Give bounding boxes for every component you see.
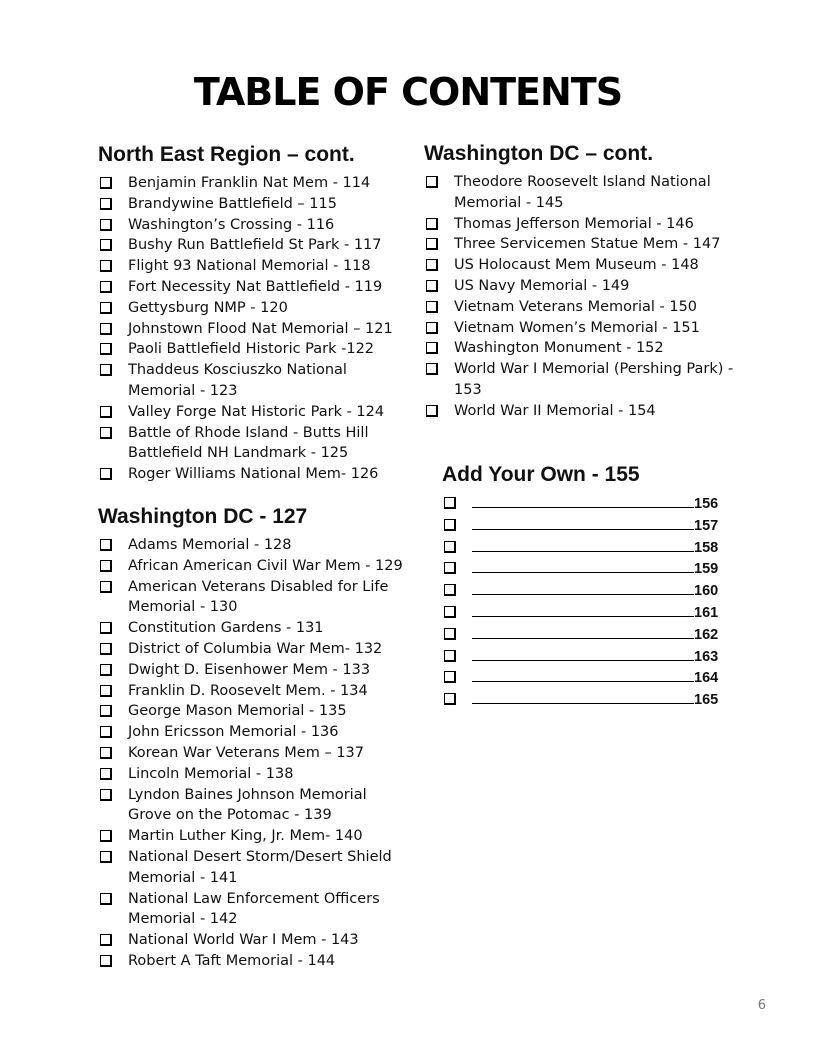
page-ref: 163 [694, 648, 719, 665]
checkbox-icon[interactable] [426, 238, 438, 250]
item-label: Bushy Run Battlefield St Park - 117 [128, 237, 382, 254]
blank-entry [442, 667, 742, 689]
item-label: Brandywine Battlefield – 115 [128, 195, 337, 212]
checkbox-icon[interactable] [426, 363, 438, 375]
checklist [424, 172, 744, 422]
page-ref: 156 [694, 496, 719, 512]
checklist-item [424, 359, 744, 401]
item-label: Theodore Roosevelt Island National Memorial - 145 [454, 174, 711, 211]
item-label: Adams Memorial - 128 [128, 537, 292, 553]
checkbox-icon[interactable] [444, 693, 456, 705]
write-in-line[interactable] [472, 515, 694, 530]
checklist-item [98, 577, 408, 619]
item-label: Martin Luther King, Jr. Mem- 140 [128, 828, 363, 845]
blank-entry [442, 537, 742, 559]
checkbox-icon[interactable] [444, 606, 456, 618]
section-heading: Washington DC - 127 [98, 505, 308, 528]
write-in-line[interactable] [472, 558, 694, 573]
section-add-your-own [442, 463, 742, 711]
checkbox-icon[interactable] [100, 643, 112, 655]
checklist-item [98, 951, 408, 972]
item-label: Lyndon Baines Johnson Memorial Grove on the Potomac - 139 [128, 786, 367, 824]
checklist-item [424, 172, 744, 214]
item-label: Dwight D. Eisenhower Mem - 133 [128, 661, 371, 678]
checkbox-icon[interactable] [426, 342, 438, 354]
checklist-item [98, 360, 408, 402]
item-label: Korean War Veterans Mem – 137 [128, 744, 364, 761]
checklist-item [98, 256, 408, 277]
checkbox-icon[interactable] [444, 497, 456, 509]
checkbox-icon[interactable] [100, 364, 112, 376]
write-in-line[interactable] [472, 580, 694, 595]
item-label: US Navy Memorial - 149 [454, 277, 630, 294]
section-washington-dc [98, 505, 408, 972]
checklist-item [98, 618, 408, 639]
item-label: Lincoln Memorial - 138 [128, 765, 294, 782]
section-heading: Add Your Own - 155 [442, 463, 640, 486]
checkbox-icon[interactable] [100, 343, 112, 355]
checklist-item [98, 173, 408, 194]
checklist-item [98, 535, 408, 556]
checkbox-icon[interactable] [444, 584, 456, 596]
page-ref: 164 [694, 670, 719, 687]
page-title: TABLE OF CONTENTS [193, 70, 623, 114]
checklist-item [98, 298, 408, 319]
checkbox-icon[interactable] [100, 830, 112, 842]
blank-entry [442, 624, 742, 646]
item-label: Vietnam Women’s Memorial - 151 [454, 319, 700, 336]
checklist-item [98, 639, 408, 660]
checkbox-icon[interactable] [444, 562, 456, 574]
checkbox-icon[interactable] [100, 955, 112, 967]
checklist-item [424, 338, 744, 359]
checklist-item [424, 318, 744, 339]
section-washington-dc-cont [424, 142, 744, 422]
item-label: Fort Necessity Nat Battlefield - 119 [128, 278, 383, 295]
checkbox-icon[interactable] [426, 405, 438, 417]
checklist-item [98, 319, 408, 340]
write-in-line[interactable] [472, 493, 694, 508]
checkbox-icon[interactable] [100, 323, 112, 335]
item-label: Washington’s Crossing - 116 [128, 216, 335, 233]
checklist-item [98, 215, 408, 236]
checklist-item [98, 277, 408, 298]
item-label: US Holocaust Mem Museum - 148 [454, 257, 699, 274]
checkbox-icon[interactable] [426, 176, 438, 188]
write-in-line[interactable] [472, 537, 694, 552]
checkbox-icon[interactable] [100, 581, 112, 593]
checklist-item [98, 847, 408, 889]
checklist-item [98, 701, 408, 722]
checkbox-icon[interactable] [100, 685, 112, 697]
item-label: Thaddeus Kosciuszko National Memorial - 123 [128, 362, 347, 399]
blank-entry [442, 602, 742, 624]
item-label: Benjamin Franklin Nat Mem - 114 [128, 175, 371, 191]
checkbox-icon[interactable] [444, 628, 456, 640]
write-in-line[interactable] [472, 624, 694, 639]
checkbox-icon[interactable] [100, 560, 112, 572]
checkbox-icon[interactable] [426, 322, 438, 334]
checklist [98, 535, 408, 972]
checkbox-icon[interactable] [100, 768, 112, 780]
item-label: Constitution Gardens - 131 [128, 620, 324, 637]
checklist-item [424, 255, 744, 276]
checkbox-icon[interactable] [444, 519, 456, 531]
checkbox-icon[interactable] [444, 671, 456, 683]
item-label: Thomas Jefferson Memorial - 146 [454, 215, 694, 232]
blank-checklist [442, 493, 742, 711]
checklist-item [424, 401, 744, 422]
section-north-east [98, 143, 408, 485]
checkbox-icon[interactable] [100, 468, 112, 480]
item-label: Gettysburg NMP - 120 [128, 299, 288, 316]
checklist-item [98, 681, 408, 702]
item-label: National Desert Storm/Desert Shield Memorial - 141 [128, 848, 392, 886]
section-heading: Washington DC – cont. [424, 142, 654, 165]
checkbox-icon[interactable] [100, 302, 112, 314]
checklist-item [98, 743, 408, 764]
item-label: Johnstown Flood Nat Memorial – 121 [128, 320, 393, 337]
item-label: Valley Forge Nat Historic Park - 124 [128, 403, 385, 420]
item-label: Vietnam Veterans Memorial - 150 [454, 298, 698, 315]
blank-entry [442, 558, 742, 580]
checklist-item [98, 764, 408, 785]
checkbox-icon[interactable] [100, 851, 112, 863]
checklist-item [98, 722, 408, 743]
item-label: Franklin D. Roosevelt Mem. - 134 [128, 682, 368, 699]
checkbox-icon[interactable] [100, 664, 112, 676]
blank-entry [442, 580, 742, 602]
checklist-item [98, 556, 408, 577]
checklist-item [98, 235, 408, 256]
page-ref: 161 [694, 604, 719, 621]
checkbox-icon[interactable] [100, 239, 112, 251]
checklist-item [98, 660, 408, 681]
item-label: Paoli Battlefield Historic Park -122 [128, 341, 375, 358]
checklist [98, 173, 408, 485]
item-label: Washington Monument - 152 [454, 340, 664, 357]
item-label: George Mason Memorial - 135 [128, 703, 347, 720]
write-in-line[interactable] [472, 602, 694, 617]
checkbox-icon[interactable] [100, 198, 112, 210]
checkbox-icon[interactable] [426, 301, 438, 313]
checkbox-icon[interactable] [444, 650, 456, 662]
checkbox-icon[interactable] [426, 280, 438, 292]
checkbox-icon[interactable] [100, 726, 112, 738]
checkbox-icon[interactable] [426, 218, 438, 230]
checklist-item [98, 339, 408, 360]
page-ref: 165 [694, 692, 719, 709]
item-label: National World War I Mem - 143 [128, 932, 359, 949]
checkbox-icon[interactable] [100, 622, 112, 634]
item-label: American Veterans Disabled for Life Memorial - 130 [128, 578, 389, 616]
checkbox-icon[interactable] [100, 539, 112, 551]
checkbox-icon[interactable] [426, 259, 438, 271]
checkbox-icon[interactable] [100, 705, 112, 717]
checklist-item [98, 826, 408, 847]
checklist-item [98, 464, 408, 485]
item-label: World War I Memorial (Pershing Park) - 153 [454, 361, 734, 398]
checklist-item [424, 276, 744, 297]
checklist-item [424, 234, 744, 255]
checkbox-icon[interactable] [100, 219, 112, 231]
page-ref: 159 [694, 561, 719, 578]
page-ref: 160 [694, 583, 719, 600]
blank-entry [442, 493, 742, 515]
item-label: Flight 93 National Memorial - 118 [128, 258, 371, 275]
checkbox-icon[interactable] [100, 177, 112, 189]
write-in-line[interactable] [472, 646, 694, 661]
checkbox-icon[interactable] [100, 406, 112, 418]
checklist-item [424, 214, 744, 235]
checklist-item [98, 402, 408, 423]
page-ref: 157 [694, 517, 719, 534]
checkbox-icon[interactable] [444, 541, 456, 553]
checkbox-icon[interactable] [100, 427, 112, 439]
checkbox-icon[interactable] [100, 893, 112, 905]
checklist-item [98, 194, 408, 215]
checklist-item [98, 889, 408, 931]
blank-entry [442, 515, 742, 537]
page-ref: 158 [694, 539, 719, 556]
item-label: Robert A Taft Memorial - 144 [128, 952, 336, 969]
checklist-item [98, 423, 408, 465]
item-label: Battle of Rhode Island - Butts Hill Battlefield NH Landmark - 125 [128, 424, 369, 462]
checkbox-icon[interactable] [100, 934, 112, 946]
checkbox-icon[interactable] [100, 281, 112, 293]
item-label: National Law Enforcement Officers Memorial - 142 [128, 890, 380, 928]
blank-entry [442, 689, 742, 711]
item-label: Three Servicemen Statue Mem - 147 [454, 236, 721, 253]
page-ref: 162 [694, 626, 719, 643]
checklist-item [98, 785, 408, 827]
page-number: 6 [757, 998, 766, 1013]
write-in-line[interactable] [472, 667, 694, 682]
item-label: Roger Williams National Mem- 126 [128, 466, 379, 483]
blank-entry [442, 646, 742, 668]
section-heading: North East Region – cont. [98, 143, 355, 166]
checkbox-icon[interactable] [100, 260, 112, 272]
checklist-item [424, 297, 744, 318]
item-label: District of Columbia War Mem- 132 [128, 640, 383, 657]
write-in-line[interactable] [472, 689, 694, 704]
item-label: World War II Memorial - 154 [454, 402, 656, 419]
checkbox-icon[interactable] [100, 789, 112, 801]
checklist-item [98, 930, 408, 951]
item-label: John Ericsson Memorial - 136 [128, 724, 339, 741]
item-label: African American Civil War Mem - 129 [128, 557, 403, 574]
checkbox-icon[interactable] [100, 747, 112, 759]
